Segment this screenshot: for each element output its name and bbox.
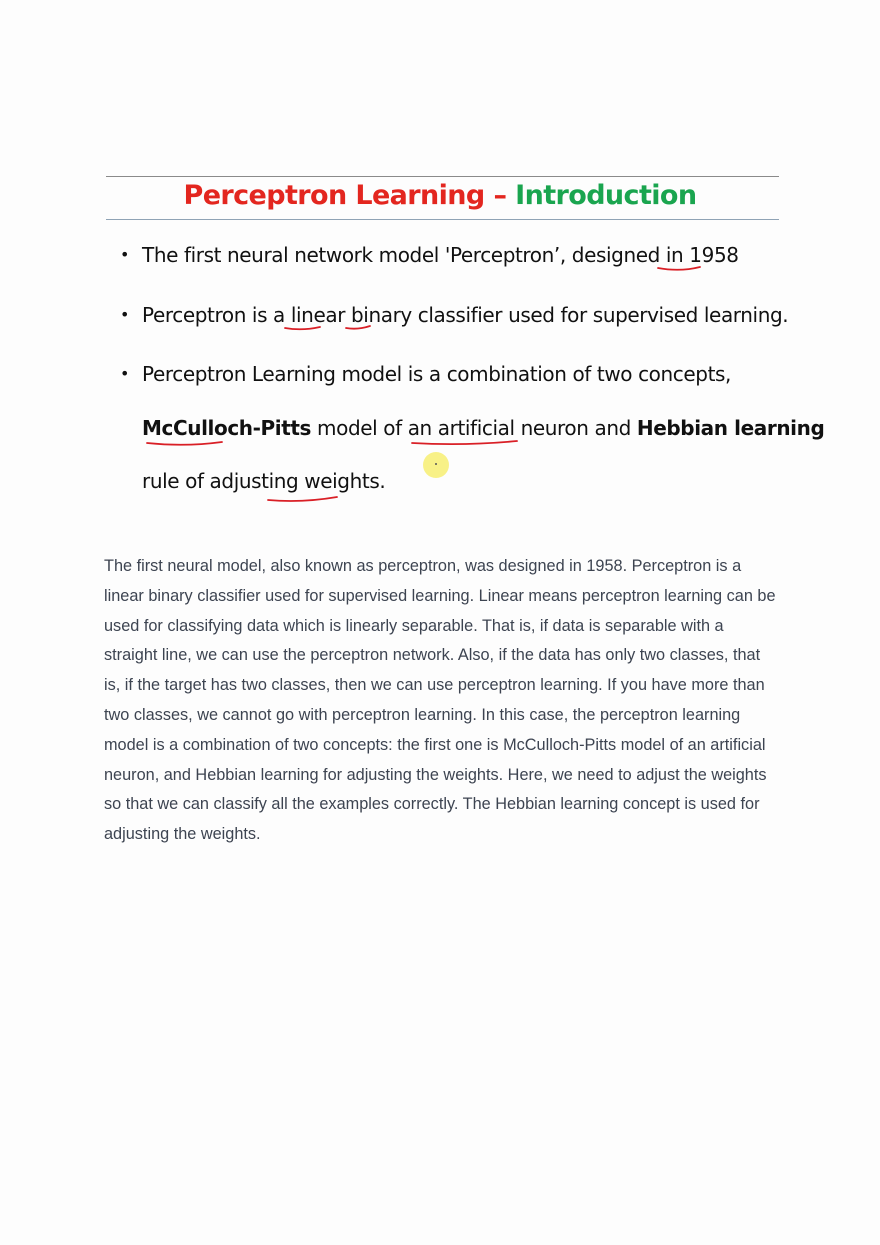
bullet-1-text: The first neural network model 'Perceptron’, designed in 1958: [142, 243, 739, 267]
underline-linear: [285, 327, 320, 329]
bullet-3-line-2: [142, 416, 824, 440]
slide-title: [0, 180, 880, 211]
transcript-paragraph: The first neural model, also known as perceptron, was designed in 1958. Perceptron is a linear binary classifier used for supervised learning. Linear means perceptron learning can be used for classifying data which is linearly separable. That is, if data is separable with a straight line, we can use the perceptron network. Also, if the data has only two classes, that is, if the target has two classes, then we can use perceptron learning. If you have more than two classes, we cannot go with perceptron learning. In this case, the perceptron learning model is a combination of two concepts: the first one is McCulloch-Pitts model of an artificial neuron, and Hebbian learning for adjusting the weights. Here, we need to adjust the weights so that we can classify all the examples correctly. The Hebbian learning concept is used for adjusting the weights.: [104, 557, 776, 844]
title-part-red: Perceptron Learning: [183, 180, 485, 211]
bullet-2-text: Perceptron is a linear binary classifier used for supervised learning.: [142, 303, 789, 327]
bullet-1: [120, 243, 739, 267]
title-top-rule: [106, 176, 779, 177]
bullet-3-line-3: rule of adjusting weights.: [142, 469, 386, 493]
bullet-3-text: Perceptron Learning model is a combination of two concepts,: [142, 362, 732, 386]
hebbian-learning-term: Hebbian learning: [636, 416, 825, 440]
bullet-2: [120, 303, 788, 327]
bullet-dot: •: [120, 364, 130, 383]
underline-1958: [658, 267, 700, 270]
title-dash: –: [484, 180, 516, 211]
underline-mcculloch-pitts: [147, 442, 222, 445]
bullet-3-line-2-middle: model of an artificial neuron and: [311, 416, 637, 440]
underline-weights: [268, 497, 337, 501]
bullet-dot: •: [120, 245, 130, 264]
mcculloch-pitts-term: McCulloch-Pitts: [142, 416, 312, 440]
title-part-green: Introduction: [515, 180, 697, 211]
bullet-dot: •: [120, 305, 130, 324]
bullet-3: [120, 362, 731, 386]
pointer-highlight: [423, 452, 449, 478]
slide-image: [0, 0, 880, 530]
underline-artificial-neuron: [412, 441, 517, 444]
title-bottom-rule: [106, 219, 779, 220]
